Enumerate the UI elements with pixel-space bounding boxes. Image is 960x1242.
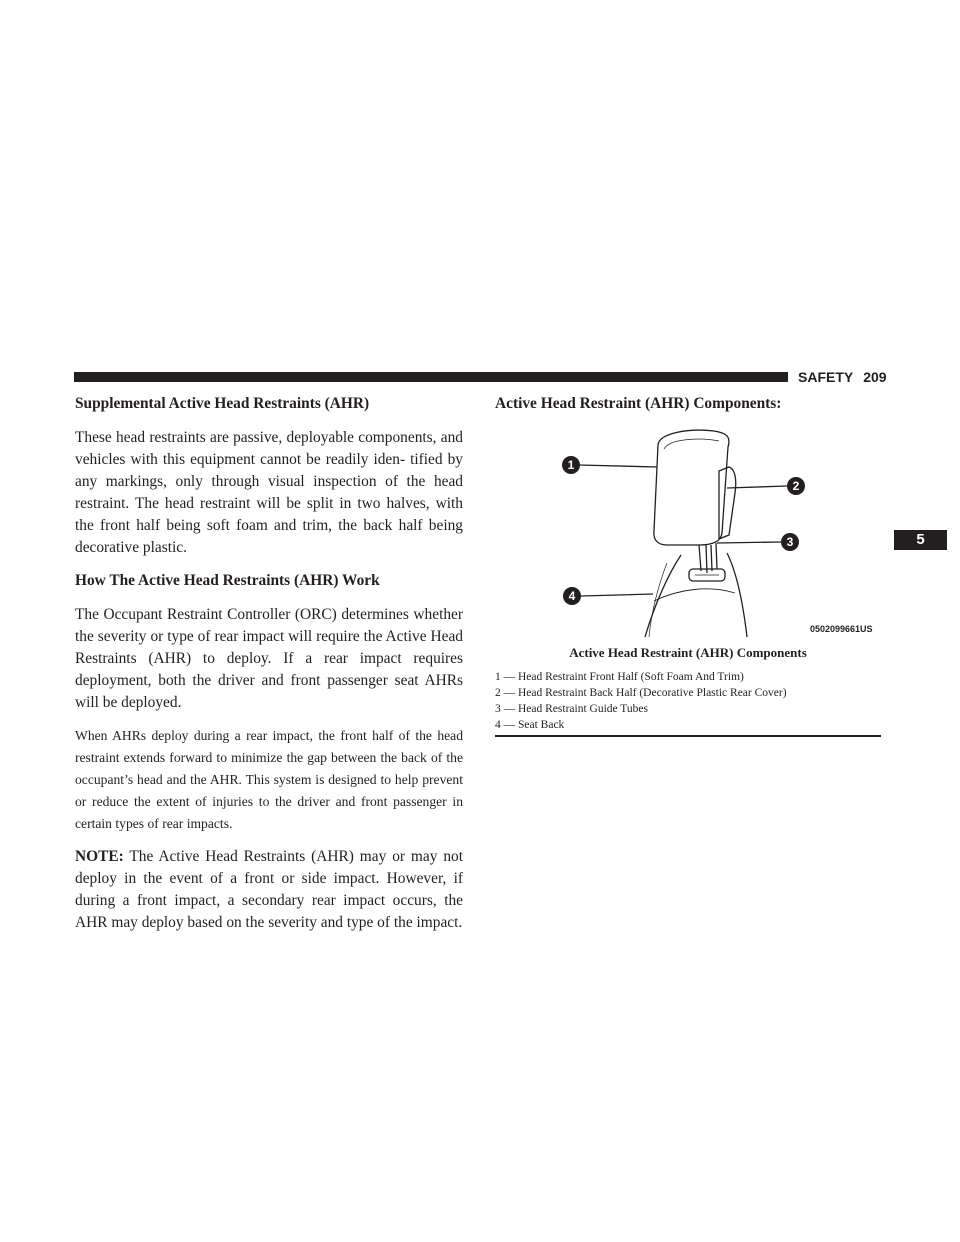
figure-legend bbox=[495, 669, 881, 733]
callout-3: 3 bbox=[786, 535, 794, 549]
note-label: NOTE: bbox=[75, 848, 124, 865]
right-column bbox=[495, 393, 881, 731]
note-paragraph bbox=[75, 846, 463, 934]
note-text: The Active Head Restraints (AHR) may or may not deploy in the event of a front or side impact. However, if during a front impact, a secondary rear impact occurs, the AHR may deploy based on the severity and type of the impact. bbox=[75, 848, 463, 931]
left-column bbox=[75, 393, 463, 945]
head-restraint-back-half bbox=[719, 467, 736, 539]
figure-code: 0502099661US bbox=[810, 624, 873, 634]
chapter-tab: 5 bbox=[894, 530, 947, 550]
paragraph-intro: These head restraints are passive, deployable components, and vehicles with this equipment cannot be readily iden- tified by any markings, only through visual inspection of the head restraint. The head restraint will be split in two halves, with the front half being soft foam and trim, the back half being decorative plastic. bbox=[75, 429, 463, 556]
callout-4: 4 bbox=[568, 589, 576, 603]
paragraph-orc: The Occupant Restraint Controller (ORC) determines whether the severity or type of rear impact will require the Active Head Restraints (AHR) to deploy. If a rear impact requires deployment, both the driver and front passenger seat AHRs will be deployed. bbox=[75, 606, 463, 711]
header-rule bbox=[74, 372, 788, 382]
section-heading-how-it-works: How The Active Head Restraints (AHR) Work bbox=[75, 572, 380, 589]
legend-rule bbox=[495, 735, 881, 737]
callout-2: 2 bbox=[792, 479, 800, 493]
page-number: 209 bbox=[863, 369, 887, 385]
head-restraint-illustration bbox=[559, 423, 889, 641]
legend-item-3: 3 — Head Restraint Guide Tubes bbox=[495, 703, 649, 715]
paragraph-deploy: When AHRs deploy during a rear impact, the front half of the head restraint extends forward to minimize the gap between the back of the occupant’s head and the AHR. This system is designed to help prevent or reduce the extent of injuries to the driver and front passenger in certain types of rear impacts. bbox=[75, 728, 463, 831]
section-heading-ahr: Supplemental Active Head Restraints (AHR) bbox=[75, 395, 370, 412]
figure-heading: Active Head Restraint (AHR) Components: bbox=[495, 395, 782, 412]
running-header bbox=[798, 368, 898, 386]
section-name: SAFETY bbox=[798, 369, 854, 385]
legend-item-1: 1 — Head Restraint Front Half (Soft Foam And Trim) bbox=[495, 671, 744, 683]
legend-item-4: 4 — Seat Back bbox=[495, 719, 565, 731]
legend-item-2: 2 — Head Restraint Back Half (Decorative Plastic Rear Cover) bbox=[495, 687, 787, 699]
callout-1: 1 bbox=[567, 458, 575, 472]
figure-caption: Active Head Restraint (AHR) Components bbox=[569, 645, 807, 660]
